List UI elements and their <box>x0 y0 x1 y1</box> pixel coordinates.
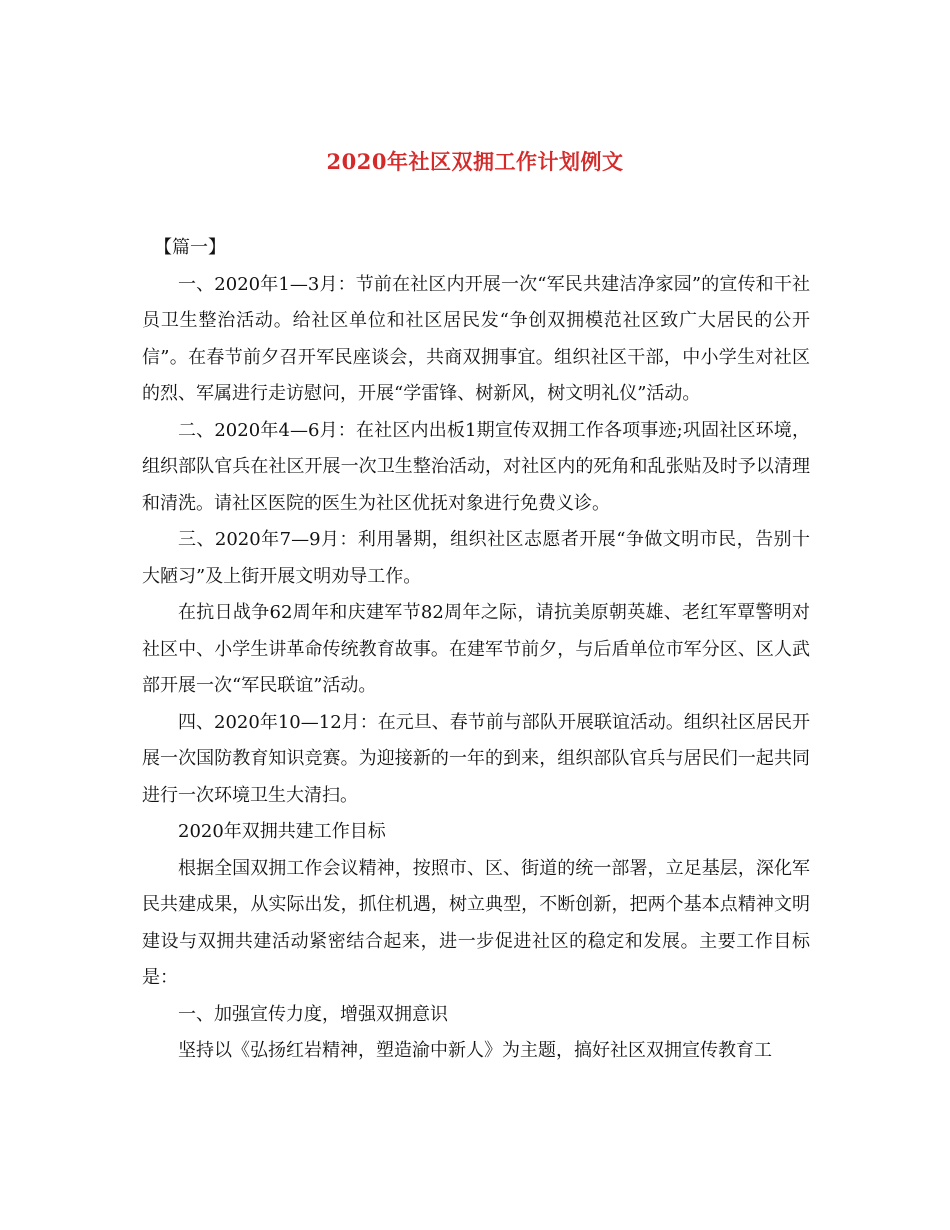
section-heading: 【篇一】 <box>154 237 226 258</box>
subheading: 一、加强宣传力度，增强双拥意识 <box>178 1003 448 1025</box>
document-title: 2020年社区双拥工作计划例文 <box>326 149 624 174</box>
document-body <box>142 230 810 1070</box>
paragraph: 在抗日战争62周年和庆建军节82周年之际，请抗美原朝英雄、老红军覃警明对社区中、小学生讲革命传统教育故事。在建军节前夕，与后盾单位市军分区、区人武部开展一次“军民联谊”活动。 <box>142 602 810 696</box>
paragraph: 二、2020年4—6月：在社区内出板1期宣传双拥工作各项事迹;巩固社区环境，组织部队官兵在社区开展一次卫生整治活动，对社区内的死角和乱张贴及时予以清理和清洗。请社区医院的医生为社区优抚对象进行免费义诊。 <box>142 419 810 514</box>
subheading: 2020年双拥共建工作目标 <box>178 821 386 842</box>
paragraph: 坚持以《弘扬红岩精神，塑造渝中新人》为主题，搞好社区双拥宣传教育工 <box>178 1040 772 1061</box>
paragraph: 根据全国双拥工作会议精神，按照市、区、街道的统一部署，立足基层，深化军民共建成果，从实际出发，抓住机遇，树立典型，不断创新，把两个基本点精神文明建设与双拥共建活动紧密结合起来，进一步促进社区的稳定和发展。主要工作目标是： <box>142 857 810 988</box>
paragraph: 三、2020年7—9月：利用暑期，组织社区志愿者开展“争做文明市民，告别十大陋习”及上街开展文明劝导工作。 <box>142 529 810 587</box>
paragraph: 一、2020年1—3月：节前在社区内开展一次“军民共建洁净家园”的宣传和干社员卫生整治活动。给社区单位和社区居民发“争创双拥模范社区致广大居民的公开信”。在春节前夕召开军民座谈会，共商双拥事宜。组织社区干部，中小学生对社区的烈、军属进行走访慰问，开展“学雷锋、树新风，树文明礼仪”活动。 <box>142 273 810 404</box>
paragraph: 四、2020年10—12月：在元旦、春节前与部队开展联谊活动。组织社区居民开展一次国防教育知识竞赛。为迎接新的一年的到来，组织部队官兵与居民们一起共同进行一次环境卫生大清扫。 <box>142 711 810 806</box>
